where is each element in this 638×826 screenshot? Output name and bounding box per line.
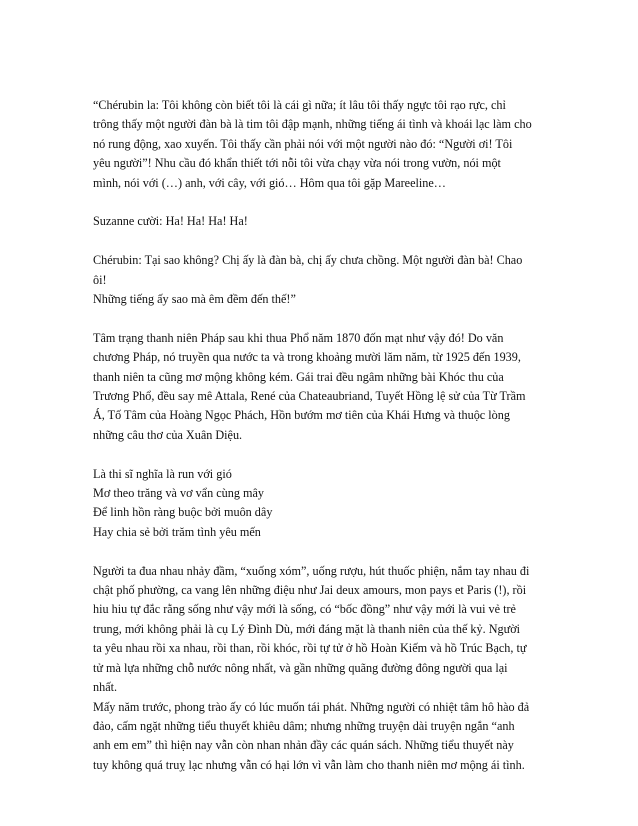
poem-line: Để linh hồn ràng buộc bởi muôn dây — [93, 505, 273, 520]
text-line: nhất. — [93, 680, 118, 695]
text-line: yêu người”! Nhu cầu đó khẩn thiết tới nỗi tôi vừa chạy vừa nói trong vườn, nói một — [93, 156, 501, 171]
text-line: Á, Tố Tâm của Hoàng Ngọc Phách, Hồn bướm mơ tiên của Khái Hưng và thuộc lòng — [93, 408, 510, 423]
paragraph-french-youth — [93, 329, 553, 445]
text-line: Suzanne cười: Ha! Ha! Ha! Ha! — [93, 214, 248, 229]
text-line: những câu thơ của Xuân Diệu. — [93, 427, 243, 442]
text-line: đảo, cấm ngặt những tiểu thuyết khiêu dâm; nhưng những truyện dài truyện ngắn “anh — [93, 718, 515, 733]
paragraph-dancing — [93, 562, 553, 698]
text-line: Trương Phổ, đều say mê Attala, René của Chateaubriand, Tuyết Hồng lệ sử của Từ Trầm — [93, 389, 526, 404]
text-line: nó rung động, xao xuyến. Tôi thấy cần phải nói với một người nào đó: “Người ơi! Tôi — [93, 136, 513, 151]
text-line: tử mà lựa những chỗ nước nông nhất, và gần những quãng đường đông người qua lại — [93, 660, 508, 675]
text-line: “Chérubin la: Tôi không còn biết tôi là cái gì nữa; ít lâu tôi thấy ngực tôi rạo rực, chỉ — [93, 98, 506, 112]
text-line: chật phố phường, ca vang lên những điệu như Jai deux amours, mon pays et Paris (!), rồi — [93, 583, 527, 598]
poem-stanza — [93, 465, 553, 543]
text-line: anh em em” thì hiện nay vẫn còn nhan nhản đầy các quán sách. Những tiểu thuyết này — [93, 738, 514, 753]
poem-line: Là thi sĩ nghĩa là run với gió — [93, 466, 232, 481]
poem-line: Hay chia sẻ bởi trăm tình yêu mến — [93, 524, 261, 539]
paragraph-recent-years — [93, 698, 553, 776]
paragraph-suzanne — [93, 212, 553, 231]
text-line: trông thấy một người đàn bà là tim tôi đập mạnh, những tiếng ái tình và khoái lạc làm cho — [93, 117, 532, 132]
document-body — [93, 96, 553, 775]
text-line: thanh niên ta cũng mơ mộng không kém. Gái trai đều ngâm những bài Khóc thu của — [93, 369, 504, 384]
text-line: Mấy năm trước, phong trào ấy có lúc muốn tái phát. Những người có nhiệt tâm hô hào đả — [93, 699, 530, 714]
poem-line: Mơ theo trăng và vơ vẩn cùng mây — [93, 486, 264, 501]
text-line: trung, mới không phải là cụ Lý Đình Dù, mới đáng mặt là thanh niên của thế kỷ. Người — [93, 621, 521, 636]
text-line: ôi! — [93, 272, 107, 287]
text-line: mình, nói với (…) anh, với cây, với gió… Hôm qua tôi gặp Mareeline… — [93, 175, 446, 190]
text-line: Tâm trạng thanh niên Pháp sau khi thua Phổ năm 1870 đốn mạt như vậy đó! Do văn — [93, 330, 504, 345]
text-line: Chérubin: Tại sao không? Chị ấy là đàn bà, chị ấy chưa chồng. Một người đàn bà! Chao — [93, 253, 523, 268]
text-line: Người ta đua nhau nhảy đầm, “xuống xóm”, uống rượu, hút thuốc phiện, nắm tay nhau đi — [93, 563, 530, 578]
text-line: Những tiếng ấy sao mà êm đềm đến thế!” — [93, 292, 296, 307]
text-line: chương Pháp, nó truyền qua nước ta và trong khoảng mười lăm năm, từ 1925 đến 1939, — [93, 350, 521, 365]
text-line: tuy không quá truỵ lạc nhưng vẫn có hại lớn vì vẫn làm cho thanh niên mơ mộng ái tình. — [93, 757, 525, 772]
paragraph-chérubin-monologue — [93, 96, 553, 193]
text-line: ta yêu nhau rồi xa nhau, rồi than, rồi khóc, rồi tự tử ở hồ Hoàn Kiếm và hồ Trúc Bạch, tự — [93, 641, 527, 656]
paragraph-chérubin-reply — [93, 251, 553, 309]
text-line: hiu hiu tự đắc rằng sống như vậy mới là sống, có “bốc đồng” như vậy mới là vui vẻ trẻ — [93, 602, 516, 617]
